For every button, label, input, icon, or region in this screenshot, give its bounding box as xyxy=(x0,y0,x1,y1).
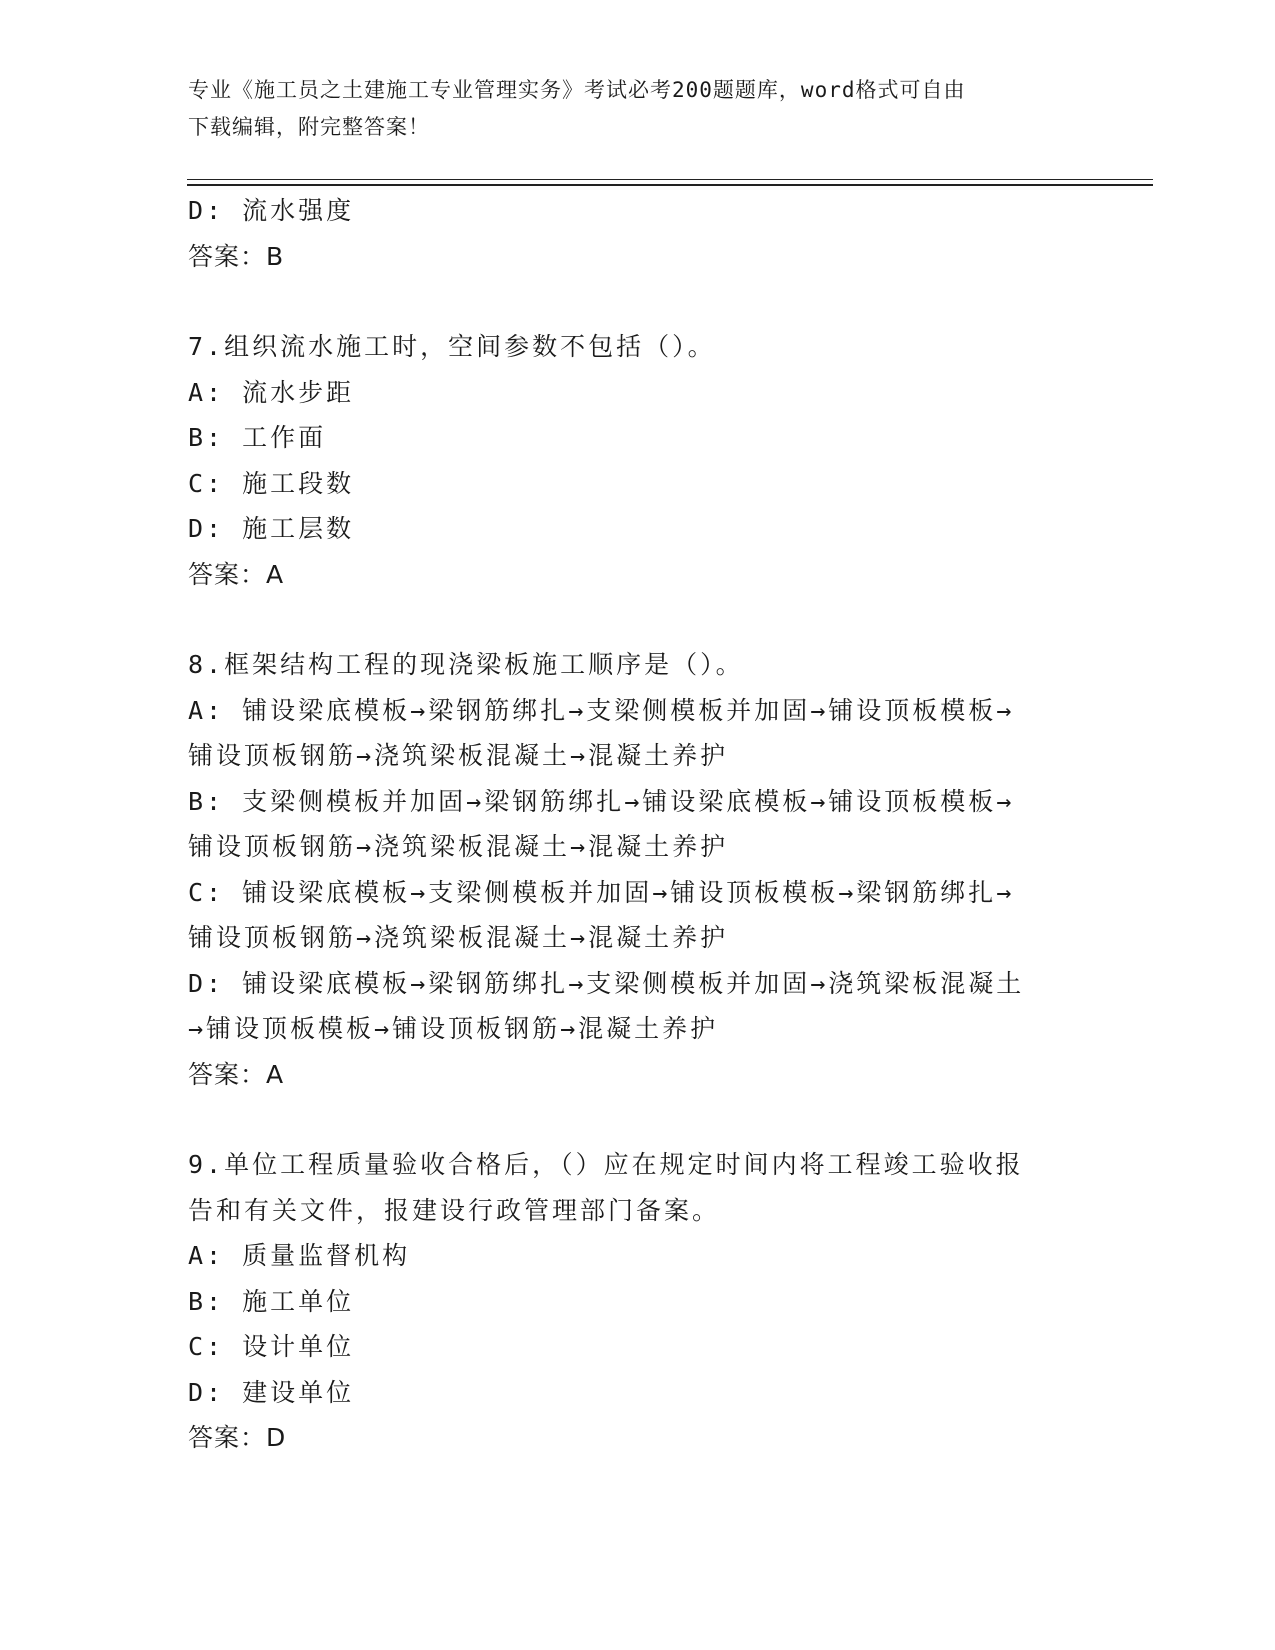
q8-option-b-line-2: 铺设顶板钢筋→浇筑梁板混凝土→混凝土养护 xyxy=(188,832,729,861)
q7-option-b: B: 工作面 xyxy=(188,423,327,452)
q7-answer-text: 答案：A xyxy=(188,559,285,589)
prev-option-d: D: 流水强度 xyxy=(188,196,355,225)
q8-option-c-line-1: C: 铺设梁底模板→支梁侧模板并加固→铺设顶板模板→梁钢筋绑扎→ xyxy=(188,877,1015,907)
q8-option-c-line-2: 铺设顶板钢筋→浇筑梁板混凝土→混凝土养护 xyxy=(188,923,729,952)
q9-question-line-2: 告和有关文件，报建设行政管理部门备案。 xyxy=(188,1195,721,1225)
q8-option-a-line-2: 铺设顶板钢筋→浇筑梁板混凝土→混凝土养护 xyxy=(188,741,729,770)
q7-answer xyxy=(188,552,1088,598)
q8-option-d-line-1: D: 铺设梁底模板→梁钢筋绑扎→支梁侧模板并加固→浇筑梁板混凝土 xyxy=(188,968,1025,998)
spacer xyxy=(188,597,1088,642)
prev-answer-text: 答案：B xyxy=(188,241,285,271)
q9-option-d: D: 建设单位 xyxy=(188,1377,355,1407)
q9-option-a: A: 质量监督机构 xyxy=(188,1241,411,1270)
header-line-1: 专业《施工员之土建施工专业管理实务》考试必考200题题库，word格式可自由 xyxy=(188,78,966,102)
q7-option-a: A: 流水步距 xyxy=(188,377,355,407)
q8-option-d-line-2: →铺设顶板模板→铺设顶板钢筋→混凝土养护 xyxy=(188,1014,719,1043)
q7-question: 7.组织流水施工时，空间参数不包括（）。 xyxy=(188,332,716,361)
q9-answer-text: 答案：D xyxy=(188,1423,287,1452)
q9-option-b: B: 施工单位 xyxy=(188,1286,355,1316)
header-divider-thick xyxy=(187,184,1153,186)
q8-option-a-line-1: A: 铺设梁底模板→梁钢筋绑扎→支梁侧模板并加固→铺设顶板模板→ xyxy=(188,695,1015,725)
q9-answer xyxy=(188,1415,1088,1461)
q9-option-c: C: 设计单位 xyxy=(188,1332,355,1361)
q8-option-b-line-1: B: 支梁侧模板并加固→梁钢筋绑扎→铺设梁底模板→铺设顶板模板→ xyxy=(188,786,1015,816)
q7-option-d: D: 施工层数 xyxy=(188,514,355,543)
header-divider-thin xyxy=(187,179,1153,180)
q9-question-line-1: 9.单位工程质量验收合格后，（）应在规定时间内将工程竣工验收报 xyxy=(188,1150,1024,1179)
q8-question: 8.框架结构工程的现浇梁板施工顺序是（）。 xyxy=(188,650,744,679)
header-line-2: 下载编辑，附完整答案！ xyxy=(188,115,430,139)
prev-answer xyxy=(188,234,1088,280)
q8-answer-text: 答案：A xyxy=(188,1059,285,1089)
q8-answer xyxy=(188,1052,1088,1098)
document-header xyxy=(188,72,1088,146)
question-content xyxy=(188,188,1088,1461)
spacer xyxy=(188,1097,1088,1142)
q7-option-c: C: 施工段数 xyxy=(188,468,355,498)
spacer xyxy=(188,279,1088,324)
